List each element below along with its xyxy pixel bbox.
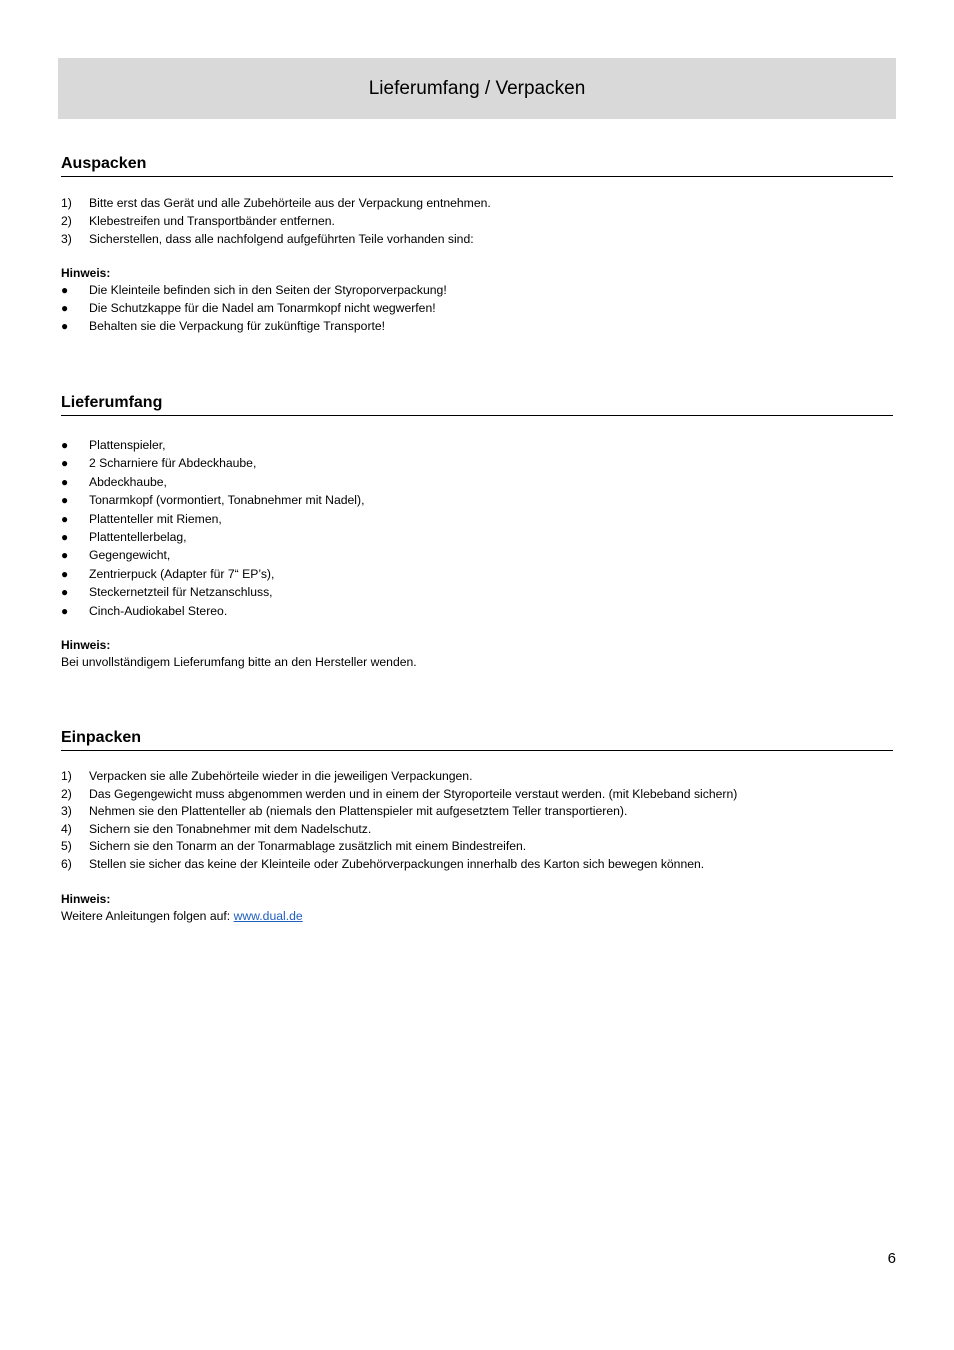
section-einpacken <box>61 729 893 925</box>
section-heading-lieferumfang: Lieferumfang <box>61 394 893 416</box>
bullet-icon: ● <box>61 438 69 452</box>
bullet-icon: ● <box>61 548 69 563</box>
note-label: Hinweis: <box>61 891 111 906</box>
bullet-icon: ● <box>61 301 69 316</box>
bullet-icon: ● <box>61 456 69 471</box>
list-item: ● Die Schutzkappe für die Nadel am Tonarmkopf nicht wegwerfen! <box>61 300 893 318</box>
list-item: ● Behalten sie die Verpackung für zukünftige Transporte! <box>61 318 893 336</box>
auspacken-steps <box>61 195 893 248</box>
bullet-icon: ● <box>61 603 69 618</box>
list-item: ● Tonarmkopf (vormontiert, Tonabnehmer mit Nadel), <box>61 491 893 509</box>
dual-website-link[interactable]: www.dual.de <box>233 908 303 923</box>
section-auspacken <box>61 155 893 336</box>
list-item: 2) Das Gegengewicht muss abgenommen werden und in einem der Styroporteile verstaut werden. (mit Klebeband sichern) <box>61 786 738 801</box>
note-text: Bei unvollständigem Lieferumfang bitte an den Hersteller wenden. <box>61 654 417 669</box>
bullet-icon: ● <box>61 318 69 333</box>
list-item: ● Gegengewicht, <box>61 546 893 564</box>
list-item: 6) Stellen sie sicher das keine der Kleinteile oder Zubehörverpackungen innerhalb des Karton sich bewegen können. <box>61 856 705 871</box>
bullet-icon: ● <box>61 511 69 526</box>
list-item: ● Plattenspieler, <box>61 436 893 454</box>
list-item: ● Abdeckhaube, <box>61 473 893 491</box>
list-item: 1) Bitte erst das Gerät und alle Zubehörteile aus der Verpackung entnehmen. <box>61 196 491 210</box>
bullet-icon: ● <box>61 493 69 508</box>
list-item: ● Steckernetzteil für Netzanschluss, <box>61 583 893 601</box>
list-item: 5) Sichern sie den Tonarm an der Tonarmablage zusätzlich mit einem Bindestreifen. <box>61 839 527 854</box>
page-title-banner <box>58 58 896 119</box>
list-item: 1) Verpacken sie alle Zubehörteile wieder in die jeweiligen Verpackungen. <box>61 769 473 783</box>
section-heading-einpacken: Einpacken <box>61 729 893 751</box>
list-item: 3) Sicherstellen, dass alle nachfolgend aufgeführten Teile vorhanden sind: <box>61 231 474 246</box>
lieferumfang-items <box>61 436 893 620</box>
note-label: Hinweis: <box>61 637 111 652</box>
list-item: ● Cinch-Audiokabel Stereo. <box>61 602 893 620</box>
page-title: Lieferumfang / Verpacken <box>368 77 586 99</box>
section-lieferumfang <box>61 394 893 671</box>
bullet-icon: ● <box>61 529 69 544</box>
auspacken-notes <box>61 282 893 335</box>
list-item: ● Zentrierpuck (Adapter für 7“ EP’s), <box>61 565 893 583</box>
bullet-icon: ● <box>61 283 69 298</box>
section-heading-auspacken: Auspacken <box>61 155 893 177</box>
list-item: ● Plattenteller mit Riemen, <box>61 510 893 528</box>
note-text: Weitere Anleitungen folgen auf: www.dual.de <box>61 908 303 923</box>
bullet-icon: ● <box>61 474 69 489</box>
page-number: 6 <box>887 1250 896 1267</box>
list-item: ● Die Kleinteile befinden sich in den Seiten der Styroporverpackung! <box>61 282 893 300</box>
note-label: Hinweis: <box>61 266 111 281</box>
list-item: 4) Sichern sie den Tonabnehmer mit dem Nadelschutz. <box>61 821 372 836</box>
list-item: ● 2 Scharniere für Abdeckhaube, <box>61 454 893 472</box>
list-item: 2) Klebestreifen und Transportbänder entfernen. <box>61 213 335 228</box>
list-item: ● Plattentellerbelag, <box>61 528 893 546</box>
bullet-icon: ● <box>61 566 69 581</box>
list-item: 3) Nehmen sie den Plattenteller ab (niemals den Plattenspieler mit aufgesetztem Teller transportieren). <box>61 804 628 819</box>
bullet-icon: ● <box>61 585 69 600</box>
einpacken-steps <box>61 768 893 874</box>
